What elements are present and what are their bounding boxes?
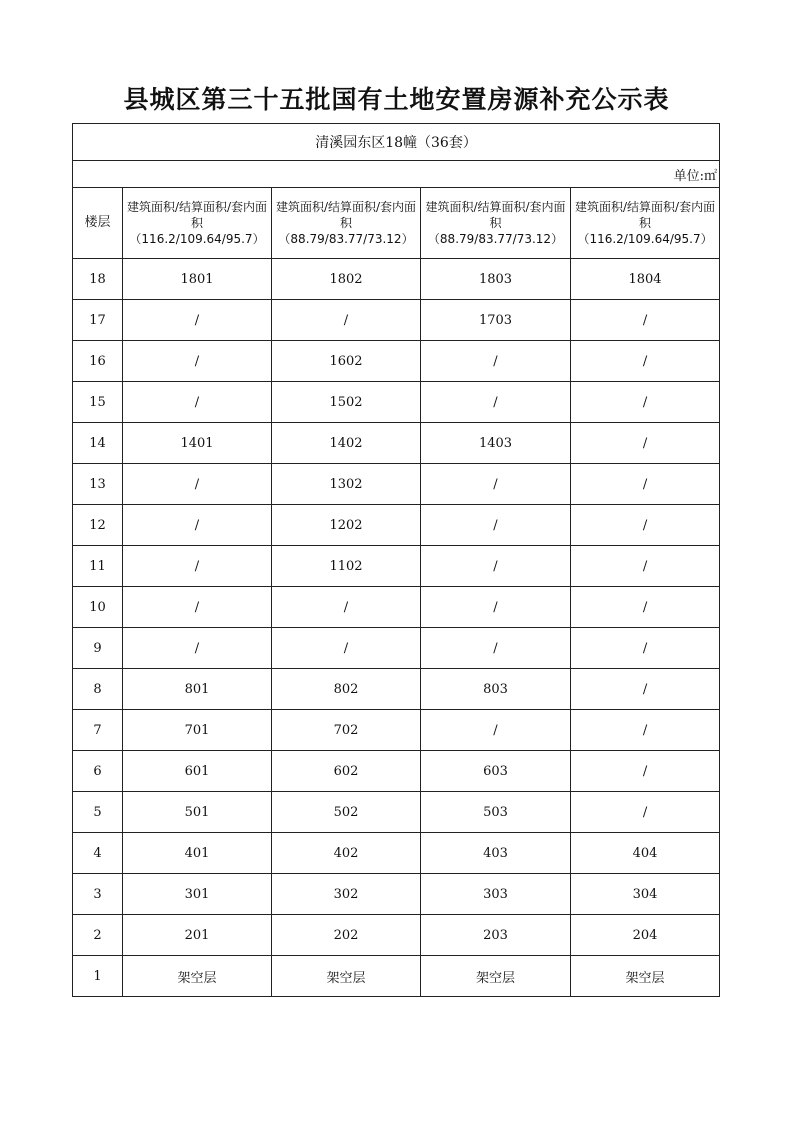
floor-cell: 4 bbox=[73, 833, 123, 874]
unit-cell: 403 bbox=[421, 833, 571, 874]
unit-cell: 1202 bbox=[272, 505, 421, 546]
unit-cell: 1801 bbox=[123, 259, 272, 300]
unit-cell: 302 bbox=[272, 874, 421, 915]
table-row bbox=[73, 423, 720, 464]
table-row bbox=[73, 792, 720, 833]
unit-cell: 402 bbox=[272, 833, 421, 874]
column-header-1 bbox=[123, 188, 272, 259]
unit-cell: / bbox=[421, 382, 571, 423]
unit-cell: / bbox=[571, 423, 720, 464]
unit-cell: 202 bbox=[272, 915, 421, 956]
unit-cell: / bbox=[421, 505, 571, 546]
unit-cell: 架空层 bbox=[123, 956, 272, 997]
column-header-4 bbox=[571, 188, 720, 259]
unit-cell: 架空层 bbox=[421, 956, 571, 997]
table-row bbox=[73, 628, 720, 669]
unit-row bbox=[73, 161, 720, 188]
table-row bbox=[73, 259, 720, 300]
page-title: 县城区第三十五批国有土地安置房源补充公示表 bbox=[123, 85, 670, 114]
floor-cell: 1 bbox=[73, 956, 123, 997]
column-header-label: 建筑面积/结算面积/套内面积 bbox=[275, 200, 417, 230]
unit-cell: 801 bbox=[123, 669, 272, 710]
unit-cell: / bbox=[272, 628, 421, 669]
housing-table bbox=[72, 123, 720, 997]
floor-cell: 13 bbox=[73, 464, 123, 505]
unit-cell: 架空层 bbox=[571, 956, 720, 997]
unit-cell: / bbox=[123, 628, 272, 669]
unit-cell: / bbox=[571, 710, 720, 751]
floor-cell: 6 bbox=[73, 751, 123, 792]
column-header-label: 建筑面积/结算面积/套内面积 bbox=[425, 200, 566, 230]
table-row bbox=[73, 710, 720, 751]
table-row bbox=[73, 915, 720, 956]
unit-cell: / bbox=[571, 792, 720, 833]
unit-cell: 503 bbox=[421, 792, 571, 833]
unit-cell: / bbox=[421, 546, 571, 587]
unit-cell: / bbox=[571, 587, 720, 628]
table-row bbox=[73, 382, 720, 423]
header-row bbox=[73, 188, 720, 259]
floor-cell: 8 bbox=[73, 669, 123, 710]
floor-cell: 5 bbox=[73, 792, 123, 833]
table-row bbox=[73, 874, 720, 915]
unit-cell: 702 bbox=[272, 710, 421, 751]
unit-cell: / bbox=[571, 546, 720, 587]
unit-cell: 802 bbox=[272, 669, 421, 710]
unit-cell: / bbox=[272, 300, 421, 341]
column-header-area: （116.2/109.64/95.7） bbox=[129, 232, 265, 246]
unit-cell: / bbox=[421, 341, 571, 382]
table-row bbox=[73, 505, 720, 546]
floor-cell: 16 bbox=[73, 341, 123, 382]
unit-cell: / bbox=[421, 587, 571, 628]
unit-cell: 1802 bbox=[272, 259, 421, 300]
unit-cell: 701 bbox=[123, 710, 272, 751]
floor-cell: 11 bbox=[73, 546, 123, 587]
unit-cell: 1703 bbox=[421, 300, 571, 341]
table-row bbox=[73, 587, 720, 628]
unit-cell: / bbox=[571, 628, 720, 669]
unit-cell: 404 bbox=[571, 833, 720, 874]
unit-cell: / bbox=[421, 464, 571, 505]
unit-cell: 1502 bbox=[272, 382, 421, 423]
floor-column-header: 楼层 bbox=[73, 188, 123, 259]
unit-cell: 501 bbox=[123, 792, 272, 833]
unit-cell: 304 bbox=[571, 874, 720, 915]
table-row bbox=[73, 833, 720, 874]
unit-cell: 1402 bbox=[272, 423, 421, 464]
floor-cell: 17 bbox=[73, 300, 123, 341]
floor-cell: 3 bbox=[73, 874, 123, 915]
unit-cell: 1602 bbox=[272, 341, 421, 382]
column-header-area: （88.79/83.77/73.12） bbox=[278, 232, 414, 246]
unit-cell: 1803 bbox=[421, 259, 571, 300]
unit-label: 单位:㎡ bbox=[73, 161, 720, 188]
unit-cell: 502 bbox=[272, 792, 421, 833]
unit-cell: 1804 bbox=[571, 259, 720, 300]
unit-cell: 603 bbox=[421, 751, 571, 792]
unit-cell: 1403 bbox=[421, 423, 571, 464]
subtitle-row bbox=[73, 124, 720, 161]
floor-cell: 7 bbox=[73, 710, 123, 751]
unit-cell: / bbox=[123, 587, 272, 628]
table-row bbox=[73, 546, 720, 587]
floor-cell: 10 bbox=[73, 587, 123, 628]
column-header-area: （88.79/83.77/73.12） bbox=[427, 232, 564, 246]
building-subtitle: 清溪园东区18幢（36套） bbox=[73, 124, 720, 161]
unit-cell: / bbox=[571, 464, 720, 505]
column-header-2 bbox=[272, 188, 421, 259]
floor-cell: 14 bbox=[73, 423, 123, 464]
unit-cell: / bbox=[571, 751, 720, 792]
unit-cell: / bbox=[571, 341, 720, 382]
unit-cell: 601 bbox=[123, 751, 272, 792]
floor-cell: 12 bbox=[73, 505, 123, 546]
table-row bbox=[73, 669, 720, 710]
table-row bbox=[73, 956, 720, 997]
floor-cell: 15 bbox=[73, 382, 123, 423]
floor-cell: 2 bbox=[73, 915, 123, 956]
table-row bbox=[73, 300, 720, 341]
unit-cell: 204 bbox=[571, 915, 720, 956]
unit-cell: 201 bbox=[123, 915, 272, 956]
unit-cell: 203 bbox=[421, 915, 571, 956]
unit-cell: / bbox=[123, 300, 272, 341]
unit-cell: / bbox=[571, 382, 720, 423]
column-header-3 bbox=[421, 188, 571, 259]
unit-cell: / bbox=[421, 710, 571, 751]
unit-cell: 303 bbox=[421, 874, 571, 915]
unit-cell: / bbox=[272, 587, 421, 628]
unit-cell: / bbox=[123, 505, 272, 546]
floor-cell: 18 bbox=[73, 259, 123, 300]
unit-cell: 803 bbox=[421, 669, 571, 710]
table-row bbox=[73, 464, 720, 505]
unit-cell: / bbox=[571, 669, 720, 710]
unit-cell: 1401 bbox=[123, 423, 272, 464]
unit-cell: / bbox=[123, 464, 272, 505]
column-header-label: 建筑面积/结算面积/套内面积 bbox=[574, 200, 716, 230]
unit-cell: / bbox=[571, 505, 720, 546]
unit-cell: 架空层 bbox=[272, 956, 421, 997]
unit-cell: / bbox=[123, 382, 272, 423]
unit-cell: 401 bbox=[123, 833, 272, 874]
unit-cell: / bbox=[571, 300, 720, 341]
floor-cell: 9 bbox=[73, 628, 123, 669]
table-row bbox=[73, 341, 720, 382]
column-header-area: （116.2/109.64/95.7） bbox=[577, 232, 713, 246]
unit-cell: 1302 bbox=[272, 464, 421, 505]
unit-cell: 1102 bbox=[272, 546, 421, 587]
unit-cell: / bbox=[123, 341, 272, 382]
unit-cell: 602 bbox=[272, 751, 421, 792]
unit-cell: / bbox=[123, 546, 272, 587]
unit-cell: 301 bbox=[123, 874, 272, 915]
table-row bbox=[73, 751, 720, 792]
column-header-label: 建筑面积/结算面积/套内面积 bbox=[126, 200, 268, 230]
unit-cell: / bbox=[421, 628, 571, 669]
